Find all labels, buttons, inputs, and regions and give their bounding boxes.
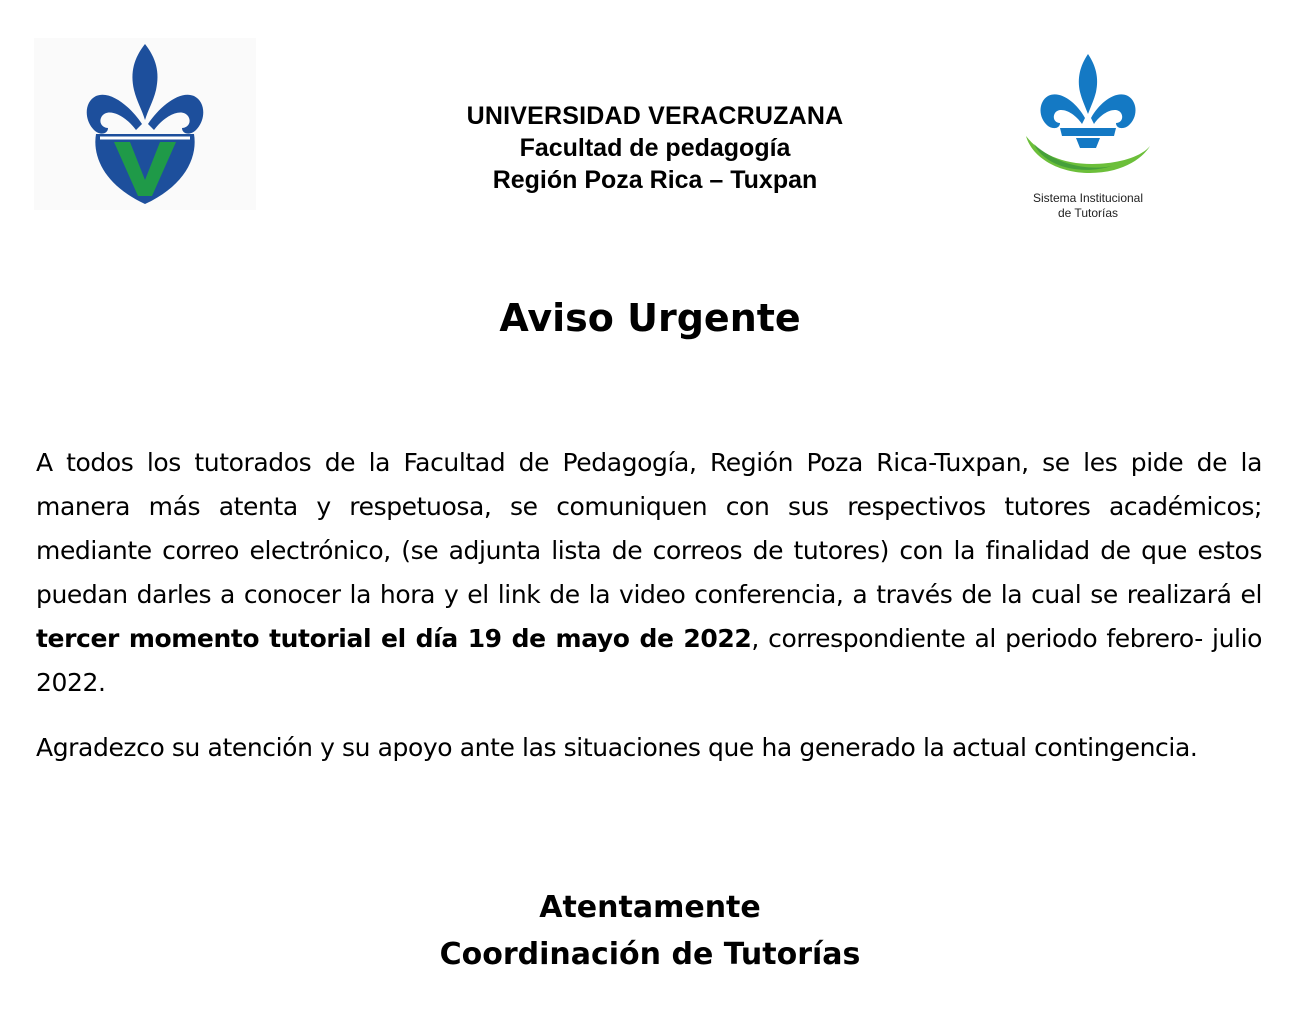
universidad-veracruzana-logo-icon xyxy=(34,38,256,210)
signer-name: Coordinación de Tutorías xyxy=(439,937,861,972)
signature-block xyxy=(0,884,1300,978)
faculty-name: Facultad de pedagogía xyxy=(519,134,791,162)
tutorias-logo-caption-2: de Tutorías xyxy=(1057,206,1119,220)
closing-text: Atentamente xyxy=(539,890,761,925)
institution-header xyxy=(400,100,910,196)
tutorias-logo-icon xyxy=(1004,40,1172,190)
paragraph-1-highlight: tercer momento tutorial el día 19 de mayo de 2022 xyxy=(36,624,752,653)
region-name: Región Poza Rica – Tuxpan xyxy=(492,166,818,194)
tutorias-logo xyxy=(1004,40,1172,236)
tutorias-logo-caption-1: Sistema Institucional xyxy=(1032,191,1144,205)
university-name: UNIVERSIDAD VERACRUZANA xyxy=(466,102,844,130)
paragraph-1-text-end: , correspondiente al periodo febrero- julio 2022. xyxy=(36,624,1263,697)
notice-paragraph-2: Agradezco su atención y su apoyo ante las situaciones que ha generado la actual contingencia. xyxy=(36,733,1198,762)
paragraph-1-text: A todos los tutorados de la Facultad de Pedagogía, Región Poza Rica-Tuxpan, se les pide de la manera más atenta y respetuosa, se comuniquen con sus respectivos tutores académicos; mediante correo electrónico, (se adjunta lista de correos de tutores) con la finalidad de que estos puedan darles a conocer la hora y el link de la video conferencia, a través de la cual se realizará el xyxy=(36,448,1262,609)
notice-title: Aviso Urgente xyxy=(499,296,801,340)
notice-paragraph-1 xyxy=(36,441,1262,705)
